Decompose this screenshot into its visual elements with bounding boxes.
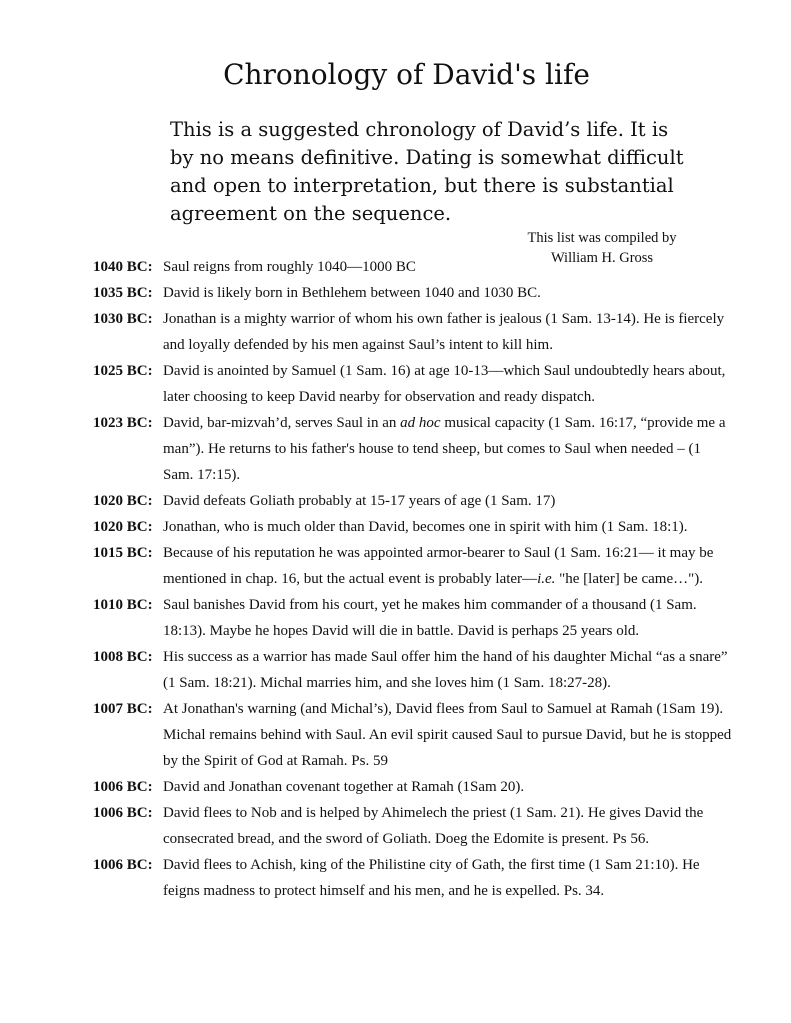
entry-text: At Jonathan's warning (and Michal’s), David flees from Saul to Samuel at Ramah (1Sam 19). Michal remains behind with Saul. An evil spirit caused Saul to pursue David, but he is stopped by the Spirit of God at Ramah. Ps. 59 <box>163 701 732 769</box>
chronology-entry <box>93 644 733 696</box>
chronology-entry <box>93 488 733 514</box>
entry-text: David flees to Achish, king of the Philistine city of Gath, the first time (1 Sam 21:10). He feigns madness to protect himself and his men, and he is expelled. Ps. 34. <box>163 857 700 899</box>
chronology-entry <box>93 592 733 644</box>
entry-text: Saul reigns from roughly 1040—1000 BC <box>163 259 416 275</box>
entry-text: David and Jonathan covenant together at Ramah (1Sam 20). <box>163 779 525 795</box>
entry-text: Jonathan is a mighty warrior of whom his own father is jealous (1 Sam. 13-14). He is fiercely and loyally defended by his men against Saul’s intent to kill him. <box>163 311 725 353</box>
entry-text-part: Because of his reputation he was appointed armor-bearer to Saul (1 Sam. 16:21— it may be mentioned in chap. 16, but the actual event is probably later— <box>163 545 714 587</box>
chronology-entry <box>93 514 733 540</box>
entry-text-part: David, bar-mizvah’d, serves Saul in an <box>163 415 401 431</box>
credit-line: This list was compiled by <box>527 230 677 246</box>
chronology-entry <box>93 254 733 280</box>
entry-text-italic: ad hoc <box>400 415 441 431</box>
entry-year: 1006 BC: <box>93 805 153 821</box>
entry-year: 1020 BC: <box>93 519 153 535</box>
entry-text: Jonathan, who is much older than David, becomes one in spirit with him (1 Sam. 18:1). <box>163 519 688 535</box>
chronology-entry <box>93 852 733 904</box>
entry-year: 1040 BC: <box>93 259 153 275</box>
entry-year: 1020 BC: <box>93 493 153 509</box>
entry-text-italic: i.e. <box>537 571 556 587</box>
entry-year: 1030 BC: <box>93 311 153 327</box>
entry-text: David flees to Nob and is helped by Ahimelech the priest (1 Sam. 21). He gives David the consecrated bread, and the sword of Goliath. Doeg the Edomite is present. Ps 56. <box>163 805 704 847</box>
entry-text <box>163 410 733 488</box>
intro-paragraph: This is a suggested chronology of David’s life. It is by no means definitive. Dating is somewhat difficult and open to interpretation, but there is substantial agreement on the sequence. <box>170 118 684 225</box>
entry-text: Saul banishes David from his court, yet he makes him commander of a thousand (1 Sam. 18:13). Maybe he hopes David will die in battle. David is perhaps 25 years old. <box>163 597 697 639</box>
chronology-entry <box>93 800 733 852</box>
entry-year: 1008 BC: <box>93 649 153 665</box>
entry-text: His success as a warrior has made Saul offer him the hand of his daughter Michal “as a snare” (1 Sam. 18:21). Michal marries him, and she loves him (1 Sam. 18:27-28). <box>163 649 728 691</box>
entry-year: 1010 BC: <box>93 597 153 613</box>
chronology-entry <box>93 280 733 306</box>
entry-text <box>163 540 733 592</box>
chronology-entry <box>93 306 733 358</box>
entry-year: 1006 BC: <box>93 779 153 795</box>
entry-text-part: musical capacity (1 Sam. 16:17, “provide me a man”). He returns to his father's house to tend sheep, but comes to Saul when needed – (1 Sam. 17:15). <box>163 415 726 483</box>
entry-year: 1015 BC: <box>93 545 153 561</box>
chronology-entry <box>93 774 733 800</box>
credit-author: William H. Gross <box>550 250 654 266</box>
chronology-entry <box>93 696 733 774</box>
entry-year: 1007 BC: <box>93 701 153 717</box>
chronology-entry <box>93 540 733 592</box>
entry-year: 1006 BC: <box>93 857 153 873</box>
entry-year: 1023 BC: <box>93 415 153 431</box>
entry-text: David defeats Goliath probably at 15-17 years of age (1 Sam. 17) <box>163 493 556 509</box>
chronology-entry <box>93 410 733 488</box>
chronology-list <box>93 254 733 904</box>
chronology-entry <box>93 358 733 410</box>
entry-text: David is likely born in Bethlehem between 1040 and 1030 BC. <box>163 285 541 301</box>
entry-text-part: "he [later] be came…"). <box>555 571 703 587</box>
entry-year: 1025 BC: <box>93 363 153 379</box>
entry-year: 1035 BC: <box>93 285 153 301</box>
page-title: Chronology of David's life <box>223 58 590 91</box>
entry-text: David is anointed by Samuel (1 Sam. 16) at age 10-13—which Saul undoubtedly hears about, later choosing to keep David nearby for observation and ready dispatch. <box>163 363 726 405</box>
